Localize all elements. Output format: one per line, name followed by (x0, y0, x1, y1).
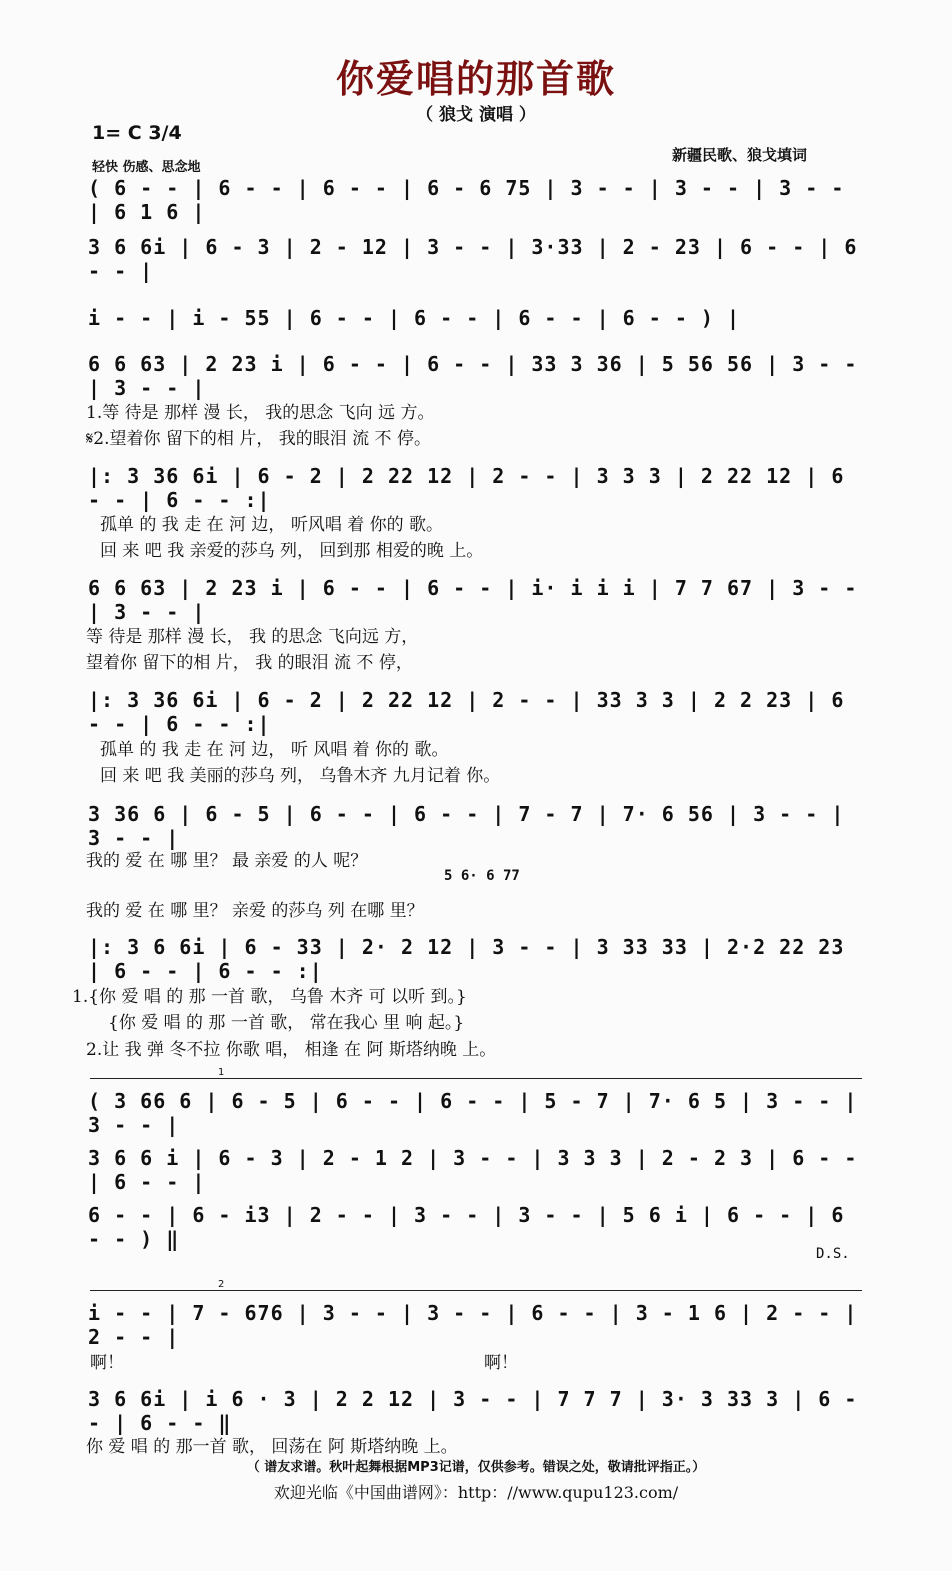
lyrics-line: 1.等 待是 那样 漫 长， 我的思念 飞向 远 方。 (86, 403, 435, 423)
volta-number: 2 (218, 1279, 225, 1290)
staff-line-2: 3 6 6i | 6 - 3 | 2 - 12 | 3 - - | 3·33 | 2 - 23 | 6 - - | 6 - - | (88, 235, 858, 283)
staff-line-10: ( 3 66 6 | 6 - 5 | 6 - - | 6 - - | 5 - 7 | 7· 6 5 | 3 - - | 3 - - | (88, 1089, 858, 1137)
volta-number: 1 (218, 1067, 225, 1078)
staff-line-8: 3 36 6 | 6 - 5 | 6 - - | 6 - - | 7 - 7 | 7· 6 56 | 3 - - | 3 - - | (88, 802, 845, 850)
staff-line-14: 3 6 6i | i 6 · 3 | 2 2 12 | 3 - - | 7 7 7 | 3· 3 33 3 | 6 - - | 6 - - ‖ (88, 1387, 858, 1435)
alternate-notes: 5 6· 6 77 (444, 868, 520, 884)
dal-segno-mark: D.S. (816, 1246, 850, 1262)
volta-bracket-2 (90, 1279, 862, 1291)
lyrics-line: 你 爱 唱 的 那一首 歌， 回荡在 阿 斯塔纳晚 上。 (86, 1437, 458, 1457)
staff-line-5: |: 3 36 6i | 6 - 2 | 2 22 12 | 2 - - | 3 3 3 | 2 22 12 | 6 - - | 6 - - :| (88, 464, 845, 512)
staff-line-1: ( 6 - - | 6 - - | 6 - - | 6 - 6 75 | 3 - - | 3 - - | 3 - - | 6 1 6 | (88, 176, 845, 224)
staff-line-13: i - - | 7 - 676 | 3 - - | 3 - - | 6 - - | 3 - 1 6 | 2 - - | 2 - - | (88, 1301, 858, 1349)
staff-line-9: |: 3 6 6i | 6 - 33 | 2· 2 12 | 3 - - | 3 33 33 | 2·2 22 23 | 6 - - | 6 - - :| (88, 935, 845, 983)
lyrics-line: 回 来 吧 我 美丽的莎乌 列， 乌鲁木齐 九月记着 你。 (100, 766, 501, 786)
staff-line-12: 6 - - | 6 - i3 | 2 - - | 3 - - | 3 - - | 5 6 i | 6 - - | 6 - - ) ‖ (88, 1203, 845, 1251)
lyrics-line: 等 待是 那样 漫 长， 我 的思念 飞向远 方， (86, 627, 419, 647)
transcriber-note: （ 谱友求谱。秋叶起舞根据MP3记谱，仅供参考。错误之处，敬请批评指正。） (246, 1460, 706, 1475)
lyrics-line: 孤单 的 我 走 在 河 边， 听风唱 着 你的 歌。 (100, 515, 444, 535)
lyricist-credit: 新疆民歌、狼戈填词 (672, 146, 808, 164)
page-title: 你爱唱的那首歌 (335, 56, 616, 101)
site-footer-link[interactable]: 欢迎光临《中国曲谱网》：http：//www.qupu123.com/ (273, 1483, 679, 1502)
staff-line-4: 6 6 63 | 2 23 i | 6 - - | 6 - - | 33 3 36 | 5 56 56 | 3 - - | 3 - - | (88, 352, 858, 400)
lyrics-line: 回 来 吧 我 亲爱的莎乌 列， 回到那 相爱的晚 上。 (100, 541, 484, 561)
staff-line-11: 3 6 6 i | 6 - 3 | 2 - 1 2 | 3 - - | 3 3 3 | 2 - 2 3 | 6 - - | 6 - - | (88, 1146, 858, 1194)
tempo-marking: 轻快 伤感、思念地 (92, 160, 201, 175)
lyrics-line: 我的 爱 在 哪 里？ 亲爱 的莎乌 列 在哪 里？ (86, 901, 424, 921)
staff-line-6: 6 6 63 | 2 23 i | 6 - - | 6 - - | i· i i i | 7 7 67 | 3 - - | 3 - - | (88, 576, 858, 624)
volta-bracket-1 (90, 1067, 862, 1079)
lyrics-line: 望着你 留下的相 片， 我 的眼泪 流 不 停， (86, 653, 413, 673)
singer-credit: （ 狼戈 演唱 ） (416, 105, 536, 125)
lyrics-line: 啊！ (90, 1353, 124, 1373)
lyrics-line: 𝄋2.望着你 留下的相 片， 我的眼泪 流 不 停。 (86, 429, 431, 449)
lyrics-line: {你 爱 唱 的 那 一首 歌， 常在我心 里 响 起。} (108, 1013, 465, 1033)
lyrics-line: 孤单 的 我 走 在 河 边， 听 风唱 着 你的 歌。 (100, 740, 449, 760)
lyrics-line: 2.让 我 弹 冬不拉 你歌 唱， 相逢 在 阿 斯塔纳晚 上。 (86, 1040, 497, 1060)
staff-line-7: |: 3 36 6i | 6 - 2 | 2 22 12 | 2 - - | 33 3 3 | 2 2 23 | 6 - - | 6 - - :| (88, 688, 845, 736)
staff-line-3: i - - | i - 55 | 6 - - | 6 - - | 6 - - | 6 - - ) | (88, 306, 741, 330)
lyrics-line: 啊！ (484, 1353, 518, 1373)
lyrics-line: 1.{你 爱 唱 的 那 一首 歌， 乌鲁 木齐 可 以听 到。} (72, 987, 467, 1007)
lyrics-line: 我的 爱 在 哪 里？ 最 亲爱 的人 呢？ (86, 851, 368, 871)
key-signature: 1= C 3/4 (92, 122, 182, 144)
